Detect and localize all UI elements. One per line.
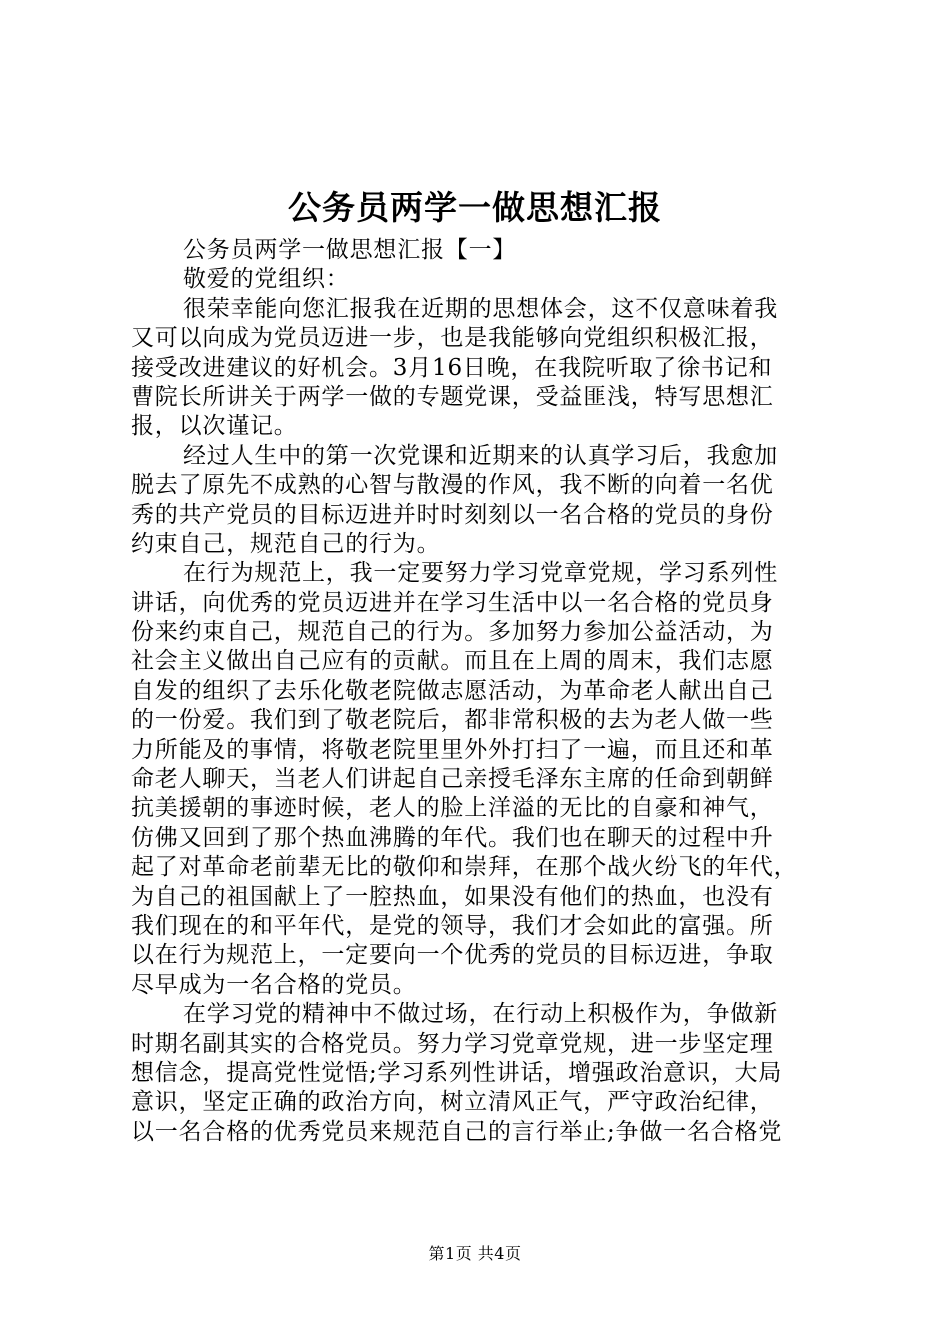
body-line: 在学习党的精神中不做过场，在行动上积极作为，争做新 (183, 1001, 778, 1028)
body-line: 想信念，提高党性觉悟;学习系列性讲话，增强政治意识，大局 (131, 1059, 783, 1086)
body-line: 为自己的祖国献上了一腔热血，如果没有他们的热血，也没有 (131, 883, 774, 910)
body-line: 仿佛又回到了那个热血沸腾的年代。我们也在聊天的过程中升 (131, 824, 774, 851)
body-line: 经过人生中的第一次党课和近期来的认真学习后，我愈加 (183, 442, 778, 469)
page-number-footer: 第1页 共4页 (428, 1244, 522, 1263)
body-line: 力所能及的事情，将敬老院里里外外打扫了一遍，而且还和革 (131, 736, 774, 763)
body-line: 曹院长所讲关于两学一做的专题党课，受益匪浅，特写思想汇 (131, 383, 774, 410)
body-line: 接受改进建议的好机会。3月16日晚，在我院听取了徐书记和 (131, 354, 773, 381)
body-line: 约束自己，规范自己的行为。 (131, 530, 441, 557)
body-line: 意识，坚定正确的政治方向，树立清风正气，严守政治纪律， (131, 1089, 774, 1116)
body-line: 以在行为规范上，一定要向一个优秀的党员的目标迈进，争取 (131, 942, 774, 969)
body-line: 脱去了原先不成熟的心智与散漫的作风，我不断的向着一名优 (131, 472, 774, 499)
body-line: 尽早成为一名合格的党员。 (131, 971, 417, 998)
section-heading: 公务员两学一做思想汇报【一】 (183, 237, 517, 263)
body-line: 在行为规范上，我一定要努力学习党章党规，学习系列性 (183, 560, 778, 587)
body-line: 以一名合格的优秀党员来规范自己的言行举止;争做一名合格党 (131, 1118, 783, 1145)
body-line: 我们现在的和平年代，是党的领导，我们才会如此的富强。所 (131, 912, 774, 939)
body-line: 报，以次谨记。 (131, 413, 298, 440)
document-title: 公务员两学一做思想汇报 (288, 188, 662, 227)
body-line: 时期名副其实的合格党员。努力学习党章党规，进一步坚定理 (131, 1030, 774, 1057)
body-line: 命老人聊天，当老人们讲起自己亲授毛泽东主席的任命到朝鲜 (131, 766, 774, 793)
body-line: 的一份爱。我们到了敬老院后，都非常积极的去为老人做一些 (131, 707, 774, 734)
body-line: 抗美援朝的事迹时候，老人的脸上洋溢的无比的自豪和神气， (131, 795, 774, 822)
body-line: 讲话，向优秀的党员迈进并在学习生活中以一名合格的党员身 (131, 589, 774, 616)
body-line: 自发的组织了去乐化敬老院做志愿活动，为革命老人献出自己 (131, 677, 774, 704)
body-line: 很荣幸能向您汇报我在近期的思想体会，这不仅意味着我 (183, 295, 778, 322)
body-line: 社会主义做出自己应有的贡献。而且在上周的周末，我们志愿 (131, 648, 774, 675)
body-line: 起了对革命老前辈无比的敬仰和崇拜，在那个战火纷飞的年代， (131, 854, 798, 881)
document-body (131, 236, 831, 1147)
salutation: 敬爱的党组织： (183, 266, 350, 293)
body-line: 秀的共产党员的目标迈进并时时刻刻以一名合格的党员的身份 (131, 501, 774, 528)
body-line: 份来约束自己，规范自己的行为。多加努力参加公益活动，为 (131, 619, 774, 646)
body-line: 又可以向成为党员迈进一步，也是我能够向党组织积极汇报， (131, 325, 774, 352)
